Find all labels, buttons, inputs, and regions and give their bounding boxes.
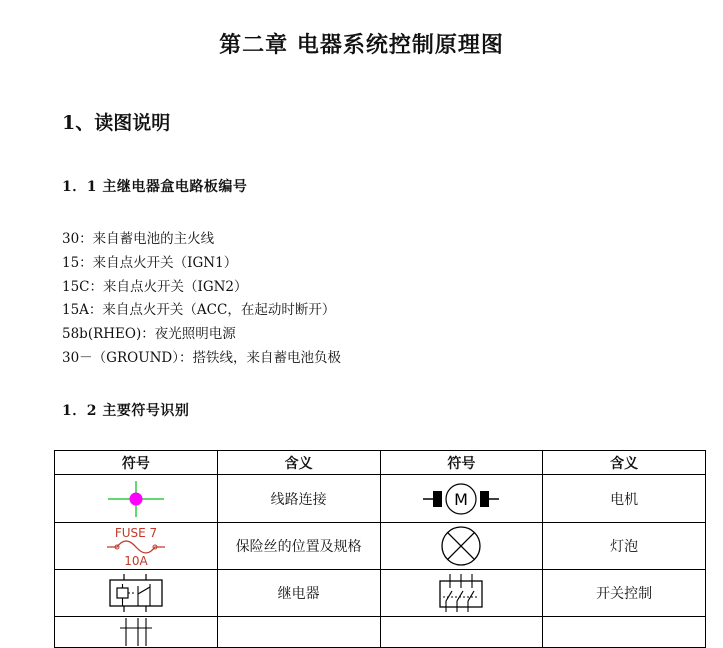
partial-symbol-icon <box>106 618 166 646</box>
meaning-cell <box>543 617 706 648</box>
terminal-list <box>62 228 341 371</box>
symbol-table <box>54 450 706 648</box>
table-row <box>55 475 706 523</box>
list-item: 30：来自蓄电池的主火线 <box>62 231 215 247</box>
list-item: 58b(RHEO)：夜光照明电源 <box>62 326 236 343</box>
subsection-heading-relay-box: 1．1 主继电器盒电路板编号 <box>62 179 248 195</box>
meaning-cell: 电机 <box>543 475 706 523</box>
column-header: 符号 <box>380 451 543 475</box>
junction-dot-icon <box>106 479 166 519</box>
meaning-cell: 保险丝的位置及规格 <box>217 523 380 570</box>
meaning-cell: 线路连接 <box>217 475 380 523</box>
bulb-icon <box>439 524 483 568</box>
meaning-cell: 继电器 <box>217 570 380 617</box>
meaning-cell: 开关控制 <box>543 570 706 617</box>
symbol-cell <box>380 475 543 523</box>
meaning-cell <box>217 617 380 648</box>
symbol-cell <box>55 475 218 523</box>
list-item: 15A：来自点火开关（ACC，在起动时断开） <box>62 302 336 319</box>
relay-icon <box>106 574 166 612</box>
section-heading: 1、读图说明 <box>62 112 171 134</box>
switch-control-icon <box>437 574 485 612</box>
fuse-label-bottom: 10A <box>124 554 148 567</box>
table-row <box>55 570 706 617</box>
list-item: 30－（GROUND）：搭铁线，来自蓄电池负极 <box>62 349 341 366</box>
meaning-cell: 灯泡 <box>543 523 706 570</box>
column-header: 符号 <box>55 451 218 475</box>
symbol-cell <box>380 570 543 617</box>
list-item: 15：来自点火开关（IGN1） <box>62 254 238 271</box>
motor-icon <box>421 479 501 519</box>
subsection-heading-symbols: 1．2 主要符号识别 <box>62 403 190 419</box>
fuse-label-top: FUSE 7 <box>114 526 158 540</box>
symbol-cell <box>55 617 218 648</box>
symbol-cell <box>380 523 543 570</box>
symbol-cell <box>380 617 543 648</box>
table-header-row <box>55 451 706 475</box>
symbol-cell <box>55 570 218 617</box>
table-row <box>55 617 706 648</box>
column-header: 含义 <box>217 451 380 475</box>
symbol-cell <box>55 523 218 570</box>
column-header: 含义 <box>543 451 706 475</box>
page-title: 第二章 电器系统控制原理图 <box>219 32 504 58</box>
fuse-icon <box>101 525 171 567</box>
motor-label: M <box>454 489 469 509</box>
list-item: 15C：来自点火开关（IGN2） <box>62 278 248 295</box>
table-row <box>55 523 706 570</box>
